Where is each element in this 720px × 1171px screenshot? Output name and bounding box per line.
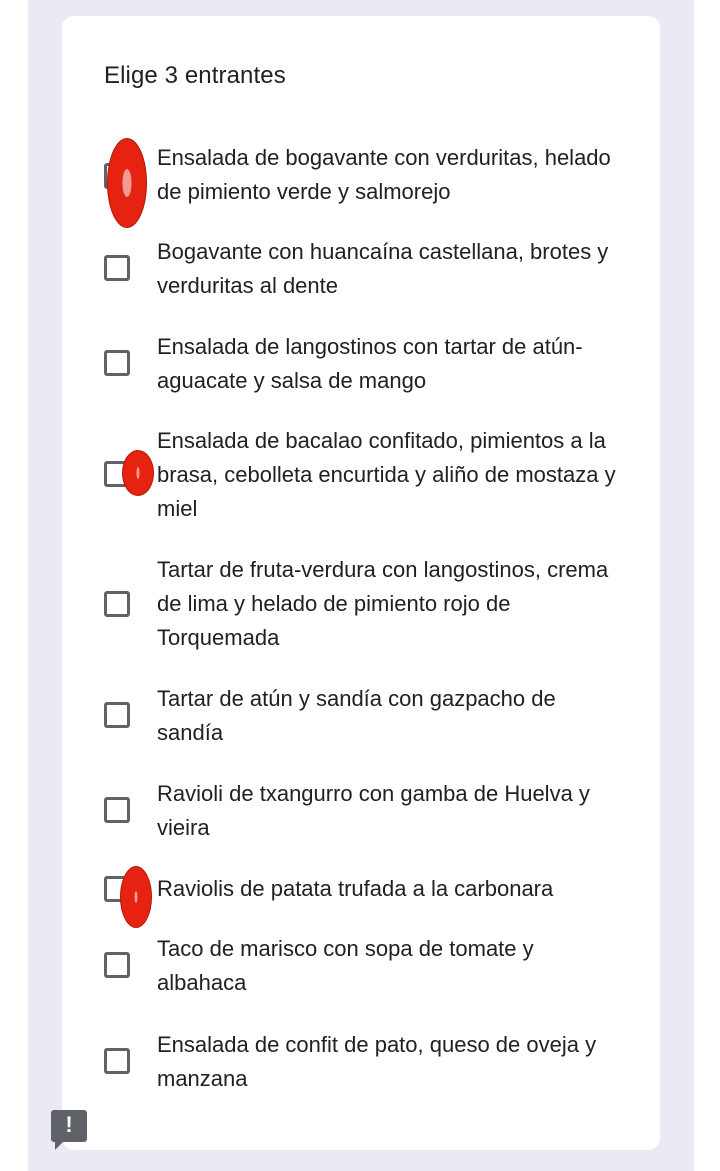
option-label: Tartar de atún y sandía con gazpacho de sandía [157,686,556,745]
checkbox[interactable] [104,797,130,823]
checkbox[interactable] [104,952,130,978]
option-label: Ensalada de confit de pato, queso de oveja y manzana [157,1032,597,1091]
selection-mark [107,138,147,228]
selection-mark [122,450,154,496]
option-label: Raviolis de patata trufada a la carbonara [157,876,554,901]
option-label: Ensalada de bogavante con verduritas, helado de pimiento verde y salmorejo [157,145,611,204]
option-label: Bogavante con huancaína castellana, brotes y verduritas al dente [157,239,609,298]
checkbox[interactable] [104,702,130,728]
option-label: Ensalada de langostinos con tartar de atún-aguacate y salsa de mango [157,334,583,393]
option-label: Taco de marisco con sopa de tomate y albahaca [157,936,534,995]
option-label: Ravioli de txangurro con gamba de Huelva y vieira [157,781,590,840]
report-problem-icon[interactable]: ! [51,1110,87,1142]
option-label: Tartar de fruta-verdura con langostinos, crema de lima y helado de pimiento rojo de Torquemada [157,557,609,650]
checkbox[interactable] [104,591,130,617]
question-title: Elige 3 entrantes [104,62,286,89]
checkbox[interactable] [104,1048,130,1074]
checkbox[interactable] [104,350,130,376]
checkbox[interactable] [104,255,130,281]
option-label: Ensalada de bacalao confitado, pimientos a la brasa, cebolleta encurtida y aliño de mostaza y miel [157,428,616,521]
selection-mark [120,866,152,928]
